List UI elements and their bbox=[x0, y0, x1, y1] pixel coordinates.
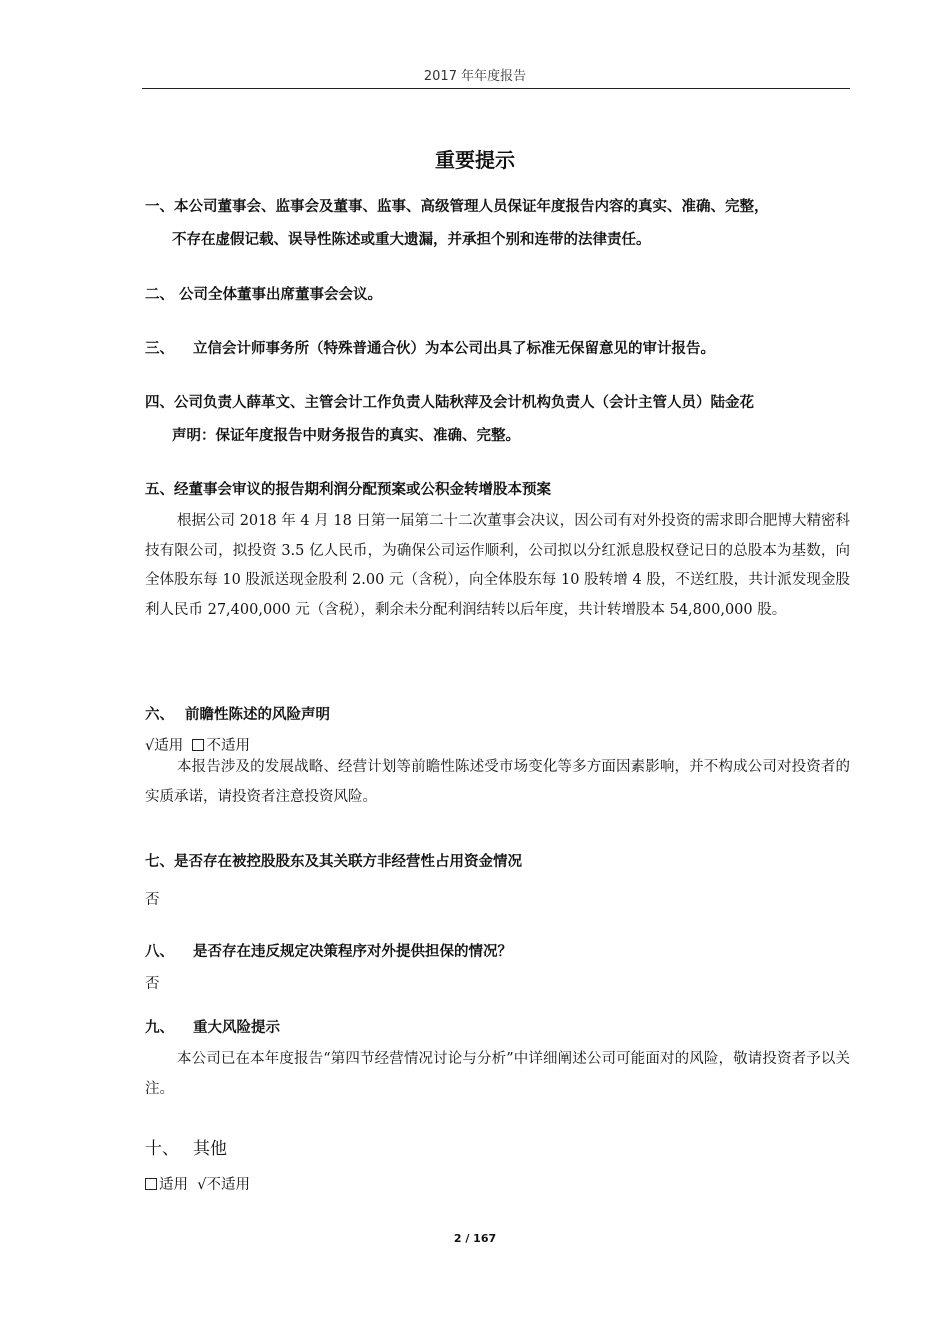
section-6-applicable-checked: √适用 bbox=[145, 738, 184, 754]
section-4-line-1: 四、公司负责人薛革文、主管会计工作负责人陆秋萍及会计机构负责人（会计主管人员）陆金花 bbox=[145, 395, 754, 411]
section-10-heading: 其他 bbox=[193, 1139, 227, 1159]
section-3-text: 立信会计师事务所（特殊普通合伙）为本公司出具了标准无保留意见的审计报告。 bbox=[193, 341, 715, 357]
section-1-line-1: 一、本公司董事会、监事会及董事、监事、高级管理人员保证年度报告内容的真实、准确、完整， bbox=[145, 199, 769, 215]
section-3-number: 三、 bbox=[145, 341, 174, 357]
section-7-answer: 否 bbox=[145, 892, 160, 908]
section-7-title: 七、是否存在被控股股东及其关联方非经营性占用资金情况 bbox=[145, 854, 522, 870]
checkbox-empty-icon bbox=[192, 739, 204, 751]
section-10-number: 十、 bbox=[145, 1139, 179, 1159]
section-10-options bbox=[145, 1176, 250, 1194]
section-5-title: 五、经董事会审议的报告期利润分配预案或公积金转增股本预案 bbox=[145, 482, 551, 498]
section-10-not-applicable-checked: √不适用 bbox=[197, 1177, 250, 1193]
section-4-line-2: 声明：保证年度报告中财务报告的真实、准确、完整。 bbox=[172, 428, 520, 444]
section-8-number: 八、 bbox=[145, 944, 174, 960]
checkbox-empty-icon bbox=[145, 1178, 157, 1190]
section-6-title bbox=[145, 706, 330, 724]
section-9-heading: 重大风险提示 bbox=[193, 1020, 280, 1036]
section-10-applicable: 适用 bbox=[159, 1177, 188, 1193]
section-8-title bbox=[145, 943, 512, 961]
section-10-title bbox=[145, 1139, 227, 1159]
section-5-body: 根据公司 2018 年 4 月 18 日第一届第二十二次董事会决议，因公司有对外投资的需求即合肥博大精密科技有限公司，拟投资 3.5 亿人民币，为确保公司运作顺利，公司拟以分红派息股权登记日的总股本为基数，向全体股东每 10 股派送现金股利 2.00 元（含税），向全体股东每 10 股转增 4 股，不送红股，共计派发现金股利人民币 27,400,000 元（含税），剩余未分配利润结转以后年度，共计转增股本 54,800,000 股。 bbox=[145, 513, 850, 618]
section-6-heading: 前瞻性陈述的风险声明 bbox=[185, 707, 330, 723]
running-header: 2017 年年度报告 bbox=[423, 69, 527, 84]
section-6-body: 本报告涉及的发展战略、经营计划等前瞻性陈述受市场变化等多方面因素影响，并不构成公司对投资者的实质承诺，请投资者注意投资风险。 bbox=[145, 759, 850, 805]
section-3 bbox=[145, 340, 715, 358]
section-6-not-applicable: 不适用 bbox=[206, 738, 250, 754]
section-6-number: 六、 bbox=[145, 707, 174, 723]
page-title: 重要提示 bbox=[435, 148, 515, 172]
header-divider bbox=[142, 88, 850, 89]
section-9-body: 本公司已在本年度报告“第四节经营情况讨论与分析”中详细阐述公司可能面对的风险，敬请投资者予以关注。 bbox=[145, 1051, 850, 1097]
section-1-line-2: 不存在虚假记载、误导性陈述或重大遗漏，并承担个别和连带的法律责任。 bbox=[172, 232, 651, 248]
section-9-number: 九、 bbox=[145, 1020, 174, 1036]
section-2: 二、 公司全体董事出席董事会会议。 bbox=[145, 287, 383, 303]
section-9-title bbox=[145, 1019, 280, 1037]
section-8-heading: 是否存在违反规定决策程序对外提供担保的情况？ bbox=[193, 944, 512, 960]
page-number: 2 / 167 bbox=[453, 1232, 497, 1245]
section-8-answer: 否 bbox=[145, 976, 160, 992]
